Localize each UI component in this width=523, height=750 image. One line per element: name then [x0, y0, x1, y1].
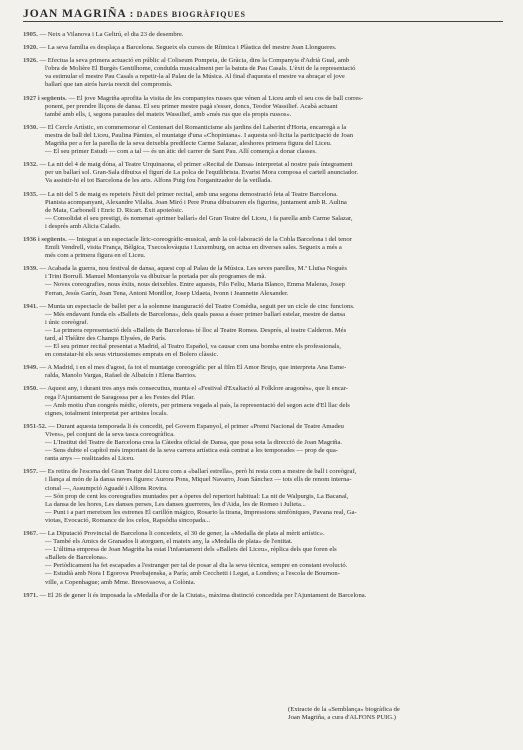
entry-line: ponent, per prendre lliçons de dansa. El seu primer mestre pagà s'esser, doncs, Teodor Wassilief. Acabà actuant — [45, 102, 338, 110]
biography-entry — [23, 385, 501, 417]
entry-text: — Neix a Vilanova i La Geltrú, el dia 23 de desembre. — [39, 31, 184, 38]
entry-text: — Munta un espectacle de ballet per a la solemne inauguració del Teatre Comèdia, seguit per un cicle de cinc funcions. — [39, 302, 355, 310]
entry-line: Magriña per a fer la parella de la seva deixebla predilecte Carme Salazar, aleshores primera figura del Liceu. — [45, 140, 332, 148]
entry-line: ranta anys — realitzades al Liceu. — [45, 455, 135, 463]
entry-line: en constatar-hi els seus virtuosismes emprats en el Bolero clàssic. — [45, 351, 219, 359]
entry-year: 1930. — [23, 123, 38, 131]
entry-line — [23, 57, 501, 65]
entry-year: 1941. — [23, 302, 38, 310]
entry-line: i Trini Borrull. Manuel Montanyola va dibuixar la portada per als programes de mà. — [45, 273, 267, 281]
source-credit — [288, 706, 503, 722]
entry-line: La dansa de les hores, Les danses perses, Les danses guerreres, les d'Aida, les de Romeo i Julieta... — [45, 500, 306, 508]
entry-line — [23, 530, 501, 538]
page-header — [23, 8, 503, 22]
entry-line: Vives», pel conjunt de la seva tasca coreogràfica. — [45, 430, 175, 438]
entry-line — [23, 124, 501, 132]
entry-line: — Més endavant funda els «Ballets de Barcelona», dels quals passa a ésser primer ballarí estelar, mestre de dansa — [45, 310, 346, 318]
entry-year: 1951-52. — [23, 422, 47, 430]
header-name: JOAN MAGRIÑA — [23, 8, 127, 20]
entry-line: cignes, totalment interpretat per artistes locals. — [45, 409, 168, 417]
entry-line: ballarí que tan airós havia reexit del compromís. — [45, 81, 173, 89]
entry-text: — A Madrid, i en el mes d'agost, fa tot el muntatge coreogràfic per al film El Amor Brujo, que interpreta Ana Esme- — [39, 364, 347, 372]
entry-line: Emili Vendrell, visita França, Bèlgica, Txecoslovàquia i Luxemburg, on actua en diverses sales. Segueix a més a — [45, 244, 342, 252]
entry-line: — L'Institut del Teatre de Barcelona crea la Càtedra oficial de Dansa, que posa sota la direcció de Joan Magriña. — [45, 439, 343, 447]
entry-line: — Periòdicament ha fet escapades a l'estranger per tal de posar al dia la seva tècnica, sempre en constant evolució. — [45, 562, 348, 570]
entry-line — [23, 44, 501, 52]
entry-line: — Amb motiu d'un congrés mèdic, ofereix, per primera vegada al país, la representació del segon acte d'El llac dels — [45, 401, 350, 409]
biography-entry — [23, 236, 501, 260]
entry-line: Pianista acompanyant, Alexandre Vilalta. Joan Miró i Pere Pruna dibuixaren els figurins, juntament amb R. Aulina — [45, 198, 347, 206]
entry-year: 1905. — [23, 31, 38, 38]
entry-text: — La nit del 5 de maig es repeteix l'èxit del primer recital, amb una segona demostració feta al Teatre Barcelona. — [39, 190, 338, 198]
entry-year: 1936 i següents. — [23, 235, 67, 243]
entry-line: mestra de ball del Liceu, Paulina Pàmies, el muntatge d'una «Chopiniana». I aquesta sol·licita la participació de Joan — [45, 131, 354, 139]
biography-entries — [23, 31, 501, 605]
entry-line: també amb ells, i, segons paraules del mateix Wassilief, amb «més rus que els propis russos». — [45, 110, 292, 118]
entry-line: rega l'Ajuntament de Saragossa per a les Festes del Pilar. — [45, 393, 195, 401]
entry-line — [23, 468, 501, 476]
biography-entry — [23, 592, 501, 600]
entry-line: — També els Amics de Granados li atorguen, el mateix any, la «Medalla de plata» de l'entitat. — [45, 538, 293, 546]
entry-line: ralda, Manolo Vargas, Rafael de Albaicín i Elena Barrios. — [45, 372, 197, 380]
entry-line — [23, 364, 501, 372]
entry-year: 1971. — [23, 591, 38, 599]
entry-line: — Punt i a part mereixen les estrenes El carillón mágico, Rosario la tirana, Impressions simfòniques, Pavana real, Ga- — [45, 508, 357, 516]
entry-text: — El 26 de gener li és imposada la «Medalla d'or de la Ciutat», màxima distinció concedida per l'Ajuntament de Barcelona. — [39, 591, 367, 599]
entry-line: — La primera representació dels «Ballets de Barcelona» té lloc al Teatre Romea. Després, al teatre Calderon. Més — [45, 326, 347, 334]
biography-entry — [23, 423, 501, 463]
entry-line: Ferran, Jesús Garín, Joan Tena, Antoni Montllor, Josep Udaeta, Ivonn i Jeannette Alexander. — [45, 289, 289, 297]
entry-line — [23, 236, 501, 244]
biography-entry — [23, 303, 501, 360]
entry-line: va estimular el mestre Pau Casals a repetir-la al Palau de la Música. Al final d'aquesta el mestre va abraçar el jove — [45, 73, 345, 81]
entry-year: 1926. — [23, 57, 38, 65]
entry-line: i després amb Alicia Calado. — [45, 222, 121, 230]
entry-year: 1927 i següents. — [23, 94, 67, 102]
entry-line: per un ballarí sol. Gran-Sala dibuixa el figurí de La polca de l'equilibrista. Evarist Mora composa el cartell anunciador. — [45, 169, 359, 177]
entry-year: 1949. — [23, 364, 38, 372]
entry-line: — Consolidat el seu prestigi, és nomenat «primer ballarí» del Gran Teatre del Liceu, i fa parella amb Carme Salazar, — [45, 214, 353, 222]
entry-text: — El jove Magriña aprofita la visita de les companyies russes que vénen al Liceu amb el seu cos de ball corres- — [68, 94, 364, 102]
entry-line: «Ballets de Barcelona». — [45, 554, 108, 562]
entry-line: l'obra de Molière El Burgès Gentilhome, conduïda musicalment per la batuta de Pau Casals. L'èxit de la representació — [45, 65, 356, 73]
entry-text: — Durant aquesta temporada li és concedit, pel Govern Espanyol, el primer «Premi Nacional de Teatre Amadeu — [48, 422, 344, 430]
entry-line: tard, al Théâtre des Champs Elysées, de París. — [45, 335, 167, 342]
entry-line: i únic coreògraf. — [45, 318, 89, 326]
entry-text: — Aquest any, i durant tres anys més consecutius, munta el «Festival d'Exaltació al Folklore aragonès», que li encar- — [39, 385, 348, 393]
entry-text: — La Diputació Provincial de Barcelona li concedeix, el 30 de gener, la «Medalla de plata al mèrit artístic». — [39, 529, 325, 537]
entry-line: viotas, Evocació, Romance de los celos, Rapsòdia sincopada... — [45, 516, 210, 524]
entry-line: ville, a Copenhague; amb Mme. Bresovasova, a Colònia. — [45, 578, 196, 586]
biography-entry — [23, 364, 501, 380]
entry-text: — La seva família es desplaça a Barcelona. Segueix els cursos de Rítmica i Plàstica del mestre Joan Llongueres. — [39, 44, 337, 52]
entry-line — [23, 161, 501, 169]
biography-entry — [23, 161, 501, 185]
entry-line: més com a primera figura en el Liceu. — [45, 252, 146, 260]
entry-line — [23, 592, 501, 600]
biography-entry — [23, 44, 501, 52]
header-subtitle: DADES BIOGRÀFIQUES — [136, 10, 246, 19]
entry-year: 1967. — [23, 529, 38, 537]
credit-line: Joan Magriña, a cura d'ALFONS PUIG.) — [288, 714, 396, 722]
biography-entry — [23, 31, 501, 39]
entry-line: i llança al món de la dansa noves figures: Aurora Pons, Miquel Navarro, Joan Sánchez — tots ells de renom interna- — [45, 476, 352, 484]
entry-line: cional —, Assumpció Aguadé i Alfons Rovira. — [45, 484, 168, 492]
entry-line — [23, 423, 501, 431]
entry-text: — El Cercle Artístic, en commemorar el Centenari del Romanticisme als jardins del Laberint d'Horta, encarregà a la — [39, 123, 347, 131]
entry-line: — Sens dubte el capítol més important de la seva carrera artística està centrat a les temporades — prop de qua- — [45, 447, 338, 455]
entry-line — [23, 31, 501, 39]
entry-line — [23, 95, 501, 103]
biography-entry — [23, 57, 501, 89]
entry-line: — Són prop de cent les coreografies muntades per a òperes del repertori habitual: La nit de Walpurgis, La Bacanal, — [45, 492, 349, 500]
biography-entry — [23, 265, 501, 297]
credit-line: (Extracte de la «Semblança» biogràfica de — [288, 706, 400, 713]
entry-line: — L'última empresa de Joan Magriña ha estat l'infantament dels «Ballets del Liceu», rèplica dels que foren els — [45, 546, 337, 554]
entry-line — [23, 303, 501, 311]
entry-text: — Integrat a un espectacle líric-coreogràfic-musical, amb la col·laboració de la Cobla Barcelona i del tenor — [68, 235, 352, 243]
biography-entry — [23, 191, 501, 231]
header-separator: : — [126, 9, 137, 20]
entry-text: — La nit del 4 de maig dóna, al Teatre Urquinaona, el primer «Recital de Dansa» interpretat al nostre país íntegrament — [39, 161, 353, 169]
entry-text: — Efectua la seva primera actuació en públic al Coliseum Pompeia, de Gràcia, dins la Companyia d'Adrià Gual, amb — [39, 57, 350, 65]
entry-year: 1932. — [23, 161, 38, 169]
entry-line — [23, 385, 501, 393]
entry-year: 1920. — [23, 44, 38, 52]
entry-line: — Noves coreografies, nous èxits, nous deixebles. Entre aquests, Filo Feliu, Maria Blanco, Emma Maleras, Josep — [45, 281, 345, 289]
biography-entry — [23, 468, 501, 525]
entry-year: 1939. — [23, 265, 38, 273]
entry-line: Va assistir-hi el tot Barcelona de les arts. Alfons Puig fou l'organitzador de la vetllada. — [45, 177, 272, 185]
entry-text: — Acabada la guerra, nou festival de dansa, aquest cop al Palau de la Música. Les seves parelles, M.ª Lluïsa Noguès — [39, 265, 347, 273]
entry-line — [23, 191, 501, 199]
entry-text: — Es retira de l'escena del Gran Teatre del Liceu com a «ballarí estrella», però hi resta com a mestre de ball i coreògraf, — [39, 468, 357, 476]
entry-line: — El seu primer recital presentat a Madrid, al Teatro Español, va causar com una bomba entre els professionals, — [45, 343, 341, 351]
biography-entry — [23, 124, 501, 156]
entry-year: 1950. — [23, 385, 38, 393]
entry-line: de Mata, Carbonell i Enric D. Ricart. Èxit apoteòsic. — [45, 206, 184, 214]
entry-year: 1935. — [23, 190, 38, 198]
entry-line: — Estudià amb Nora I Egorova Preobajenska, a París; amb Cecchetti i Legat, a Londres; a l'escola de Bournon- — [45, 570, 340, 578]
biography-entry — [23, 95, 501, 119]
entry-year: 1957. — [23, 468, 38, 476]
biography-entry — [23, 530, 501, 587]
entry-line — [23, 265, 501, 273]
entry-line: — El seu primer Estudi — com a tal — és un àtic del carrer de Sant Pau. Allí començà a donar classes. — [45, 148, 317, 156]
